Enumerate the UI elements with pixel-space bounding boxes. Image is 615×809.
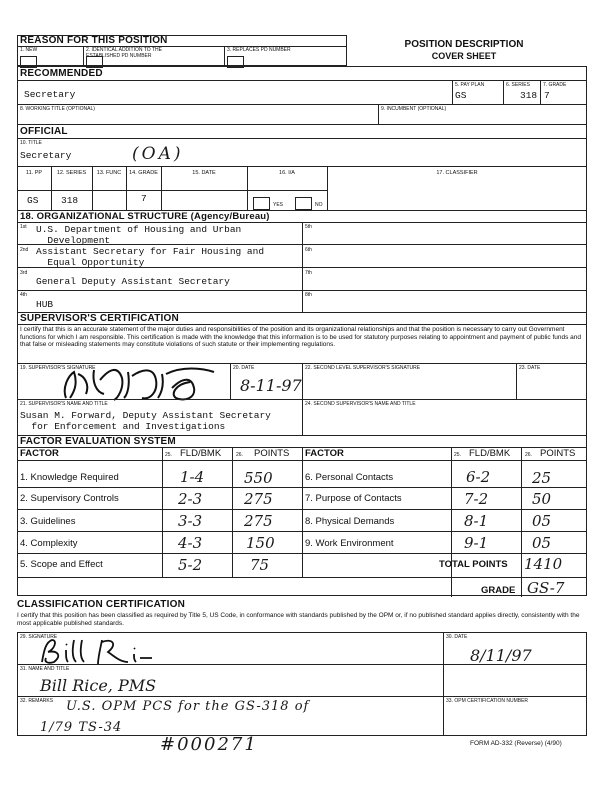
fes-points-header-left: POINTS — [254, 448, 290, 459]
form-id: FORM AD-332 (Reverse) (4/90) — [470, 740, 562, 747]
org-5th-label: 5th — [305, 224, 312, 230]
factor-3-fld: 3-3 — [178, 512, 203, 530]
factor-9-name: 9. Work Environment — [305, 538, 394, 549]
reason-section-title: REASON FOR THIS POSITION — [20, 35, 168, 46]
grade-label: 7. GRADE — [543, 82, 567, 88]
col-ia-label: 16. I/A — [279, 170, 295, 176]
col-grade-label: 14. GRADE — [129, 170, 158, 176]
factor-6-name: 6. Personal Contacts — [305, 472, 394, 483]
ia-no-label: NO — [315, 202, 323, 208]
org-6th-label: 6th — [305, 247, 312, 253]
col-series-label: 12. SERIES — [56, 170, 87, 176]
factor-7-points: 50 — [532, 490, 552, 508]
factor-4-points: 150 — [246, 534, 275, 552]
col-func-label: 13. FUNC — [96, 170, 122, 176]
grade-label: GRADE — [481, 585, 516, 596]
fes-factor-header-left: FACTOR — [20, 448, 59, 459]
ia-no-checkbox[interactable] — [295, 197, 312, 210]
factor-8-points: 05 — [532, 512, 552, 530]
opm-cert-number-label: 33. OPM CERTIFICATION NUMBER — [446, 698, 529, 704]
org-1st-value: U.S. Department of Housing and Urban Development — [36, 224, 242, 246]
new-label: 1. NEW — [20, 47, 38, 53]
factor-7-name: 7. Purpose of Contacts — [305, 493, 402, 504]
remarks-handwritten-line-2: 1/79 TS-34 — [40, 720, 123, 735]
col-classifier-label: 17. CLASSIFIER — [436, 170, 478, 176]
total-points-value: 1410 — [524, 555, 563, 573]
factor-2-name: 2. Supervisory Controls — [20, 493, 119, 504]
recommended-pay-plan: GS — [455, 90, 467, 101]
classification-cert-text: I certify that this position has been classified as required by Title 5, US Code, in conformance with standards published by the OPM or, if no published standard applies directly, consistently with the most applicable published standards. — [17, 612, 580, 627]
recommended-grade: 7 — [544, 90, 550, 101]
factor-8-name: 8. Physical Demands — [305, 516, 395, 527]
supervisor-section-title: SUPERVISOR'S CERTIFICATION — [20, 313, 179, 324]
fes-points-number-left: 26. — [236, 452, 243, 458]
fes-section-title: FACTOR EVALUATION SYSTEM — [20, 436, 176, 447]
org-8th-label: 8th — [305, 292, 312, 298]
supervisor-cert-text: I certify that this is an accurate statement of the major duties and responsibilities of the position and its organizational relationships and that the position is necessary to carry out Government functions for which I am responsible. This certification is made with the knowledge that this information is to be used for statutory purposes relating to appointment and payment of public funds and that false or misleading statements may constitute violations of such statute or their implementing regulations. — [20, 326, 581, 349]
form-title: POSITION DESCRIPTION — [404, 39, 524, 50]
col-date-label: 15. DATE — [192, 170, 216, 176]
factor-4-fld: 4-3 — [178, 534, 203, 552]
fes-points-number-right: 26. — [525, 452, 532, 458]
factor-2-fld: 2-3 — [178, 490, 203, 508]
factor-3-name: 3. Guidelines — [20, 516, 76, 527]
factor-8-fld: 8-1 — [464, 512, 489, 530]
factor-5-fld: 5-2 — [178, 556, 203, 574]
supervisor-signature-label: 19. SUPERVISOR'S SIGNATURE — [20, 365, 96, 371]
org-2nd-label: 2nd — [20, 247, 29, 253]
recommended-series: 318 — [520, 90, 538, 101]
org-1st-label: 1st — [20, 224, 27, 230]
remarks-label: 32. REMARKS — [20, 698, 54, 704]
fes-fld-number-left: 25. — [165, 452, 172, 458]
factor-6-points: 25 — [532, 469, 552, 487]
fes-fld-number-right: 25. — [454, 452, 461, 458]
fes-fld-header-left: FLD/BMK — [180, 448, 222, 459]
factor-5-name: 5. Scope and Effect — [20, 559, 103, 570]
org-4th-label: 4th — [20, 292, 27, 298]
series-label: 6. SERIES — [506, 82, 530, 88]
recommended-title: Secretary — [24, 89, 76, 100]
org-3rd-label: 3rd — [20, 270, 28, 276]
official-section-title: OFFICIAL — [20, 126, 68, 137]
factor-5-points: 75 — [250, 556, 270, 574]
factor-1-fld: 1-4 — [180, 468, 205, 486]
form-subtitle: COVER SHEET — [431, 51, 497, 61]
classification-date-label: 30. DATE — [446, 634, 468, 640]
col-pp-label: 11. PP — [25, 170, 43, 176]
second-supervisor-signature-label: 22. SECOND LEVEL SUPERVISOR'S SIGNATURE — [305, 365, 421, 371]
classification-name-label: 31. NAME AND TITLE — [20, 666, 70, 672]
factor-9-points: 05 — [532, 534, 552, 552]
org-2nd-value: Assistant Secretary for Fair Housing and Equal Opportunity — [36, 246, 265, 268]
remarks-handwritten-line-1: U.S. OPM PCS for the GS-318 of — [66, 699, 310, 714]
grade-value: GS-7 — [527, 579, 565, 597]
org-3rd-value: General Deputy Assistant Secretary — [36, 276, 230, 287]
fes-factor-header-right: FACTOR — [305, 448, 344, 459]
official-pp: GS — [27, 195, 39, 206]
org-7th-label: 7th — [305, 270, 312, 276]
second-supervisor-date-label: 23. DATE — [519, 365, 541, 371]
factor-7-fld: 7-2 — [464, 490, 489, 508]
document-number-handwritten: #000271 — [160, 734, 258, 755]
supervisor-date-handwritten: 8-11-97 — [240, 376, 302, 395]
pay-plan-label: 5. PAY PLAN — [455, 82, 485, 88]
official-title-handwritten: (OA) — [132, 144, 184, 164]
supervisor-date-label: 20. DATE — [233, 365, 255, 371]
factor-9-fld: 9-1 — [464, 534, 489, 552]
replaces-label: 3. REPLACES PD NUMBER — [227, 47, 291, 53]
classification-signature-label: 29. SIGNATURE — [20, 634, 58, 640]
factor-6-fld: 6-2 — [466, 468, 491, 486]
identical-label: 2. IDENTICAL ADDITION TO THE ESTABLISHED PD NUMBER — [86, 47, 162, 59]
fes-fld-header-right: FLD/BMK — [469, 448, 511, 459]
supervisor-name: Susan M. Forward, Deputy Assistant Secretary for Enforcement and Investigations — [20, 410, 271, 432]
total-points-label: TOTAL POINTS — [439, 559, 508, 570]
factor-3-points: 275 — [244, 512, 273, 530]
classifier-name-handwritten: Bill Rice, PMS — [40, 676, 157, 695]
working-title-label: 8. WORKING TITLE (OPTIONAL) — [20, 106, 95, 112]
second-supervisor-name-label: 24. SECOND SUPERVISOR'S NAME AND TITLE — [305, 401, 416, 407]
classification-date-handwritten: 8/11/97 — [470, 646, 532, 665]
ia-yes-checkbox[interactable] — [253, 197, 270, 210]
official-title-label: 10. TITLE — [20, 140, 42, 146]
org-4th-value: HUB — [36, 299, 54, 310]
official-series: 318 — [61, 195, 79, 206]
official-title: Secretary — [20, 150, 72, 161]
factor-1-points: 550 — [244, 469, 273, 487]
factor-2-points: 275 — [244, 490, 273, 508]
supervisor-name-label: 21. SUPERVISOR'S NAME AND TITLE — [20, 401, 108, 407]
recommended-section-title: RECOMMENDED — [20, 68, 103, 79]
factor-1-name: 1. Knowledge Required — [20, 472, 119, 483]
ia-yes-label: YES — [273, 202, 284, 208]
classification-section-title: CLASSIFICATION CERTIFICATION — [17, 599, 185, 610]
incumbent-label: 9. INCUMBENT (OPTIONAL) — [381, 106, 447, 112]
fes-points-header-right: POINTS — [540, 448, 576, 459]
factor-4-name: 4. Complexity — [20, 538, 78, 549]
official-grade: 7 — [141, 193, 147, 204]
org-section-title: 18. ORGANIZATIONAL STRUCTURE (Agency/Bureau) — [20, 211, 270, 222]
